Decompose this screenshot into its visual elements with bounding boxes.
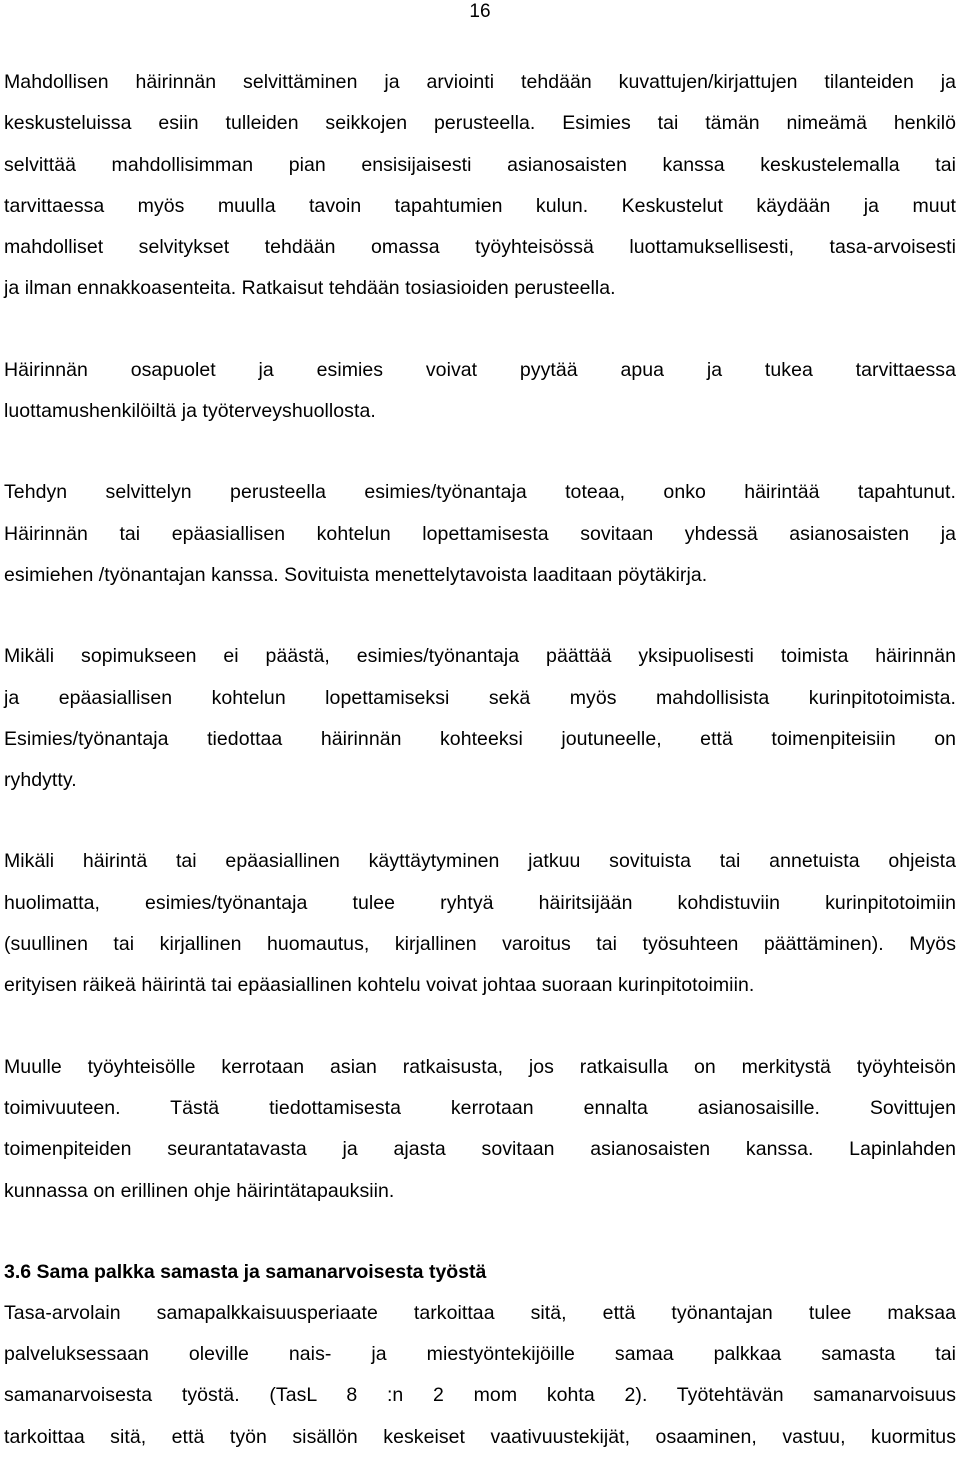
text-line: palveluksessaan oleville nais- ja miestyöntekijöille samaa palkkaa samasta tai (4, 1343, 956, 1366)
text-line: tarvittaessa myös muulla tavoin tapahtumien kulun. Keskustelut käydään ja muut (4, 194, 956, 217)
text-line: Tehdyn selvittelyn perusteella esimies/työnantaja toteaa, onko häirintää tapahtunut. (4, 481, 956, 504)
text-line: toimenpiteiden seurantatavasta ja ajasta sovitaan asianosaisten kanssa. Lapinlahden (4, 1138, 956, 1161)
text-line: luottamushenkilöiltä ja työterveyshuollosta. (4, 400, 376, 423)
text-line: Mikäli sopimukseen ei päästä, esimies/työnantaja päättää yksipuolisesti toimista häirinnän (4, 645, 956, 668)
text-line: ryhdytty. (4, 769, 77, 792)
text-line: kunnassa on erillinen ohje häirintätapauksiin. (4, 1179, 395, 1202)
section-heading: 3.6 Sama palkka samasta ja samanarvoisesta työstä (4, 1260, 487, 1283)
text-line: Häirinnän tai epäasiallisen kohtelun lopettamisesta sovitaan yhdessä asianosaisten ja (4, 522, 956, 545)
paragraph-investigation (4, 62, 956, 310)
text-line: huolimatta, esimies/työnantaja tulee ryhtyä häiritsijään kohdistuviin kurinpitotoimiin (4, 891, 956, 914)
paragraph-equal-pay (4, 1293, 956, 1458)
text-line: Muulle työyhteisölle kerrotaan asian ratkaisusta, jos ratkaisulla on merkitystä työyhteisön (4, 1055, 956, 1078)
text-line: ja epäasiallisen kohtelun lopettamiseksi sekä myös mahdollisista kurinpitotoimista. (4, 686, 956, 709)
paragraph-disciplinary (4, 841, 956, 1006)
text-line: keskusteluissa esiin tulleiden seikkojen perusteella. Esimies tai tämän nimeämä henkilö (4, 112, 956, 135)
paragraph-no-agreement (4, 636, 956, 801)
text-line: Mahdollisen häirinnän selvittäminen ja arviointi tehdään kuvattujen/kirjattujen tilanteiden ja (4, 71, 956, 93)
text-line: toimivuuteen. Tästä tiedottamisesta kerrotaan ennalta asianosaisille. Sovittujen (4, 1096, 956, 1119)
paragraph-communication (4, 1047, 956, 1212)
text-line: esimiehen /työnantajan kanssa. Sovituista menettelytavoista laaditaan pöytäkirja. (4, 563, 708, 586)
text-line: ja ilman ennakkoasenteita. Ratkaisut tehdään tosiasioiden perusteella. (4, 277, 616, 300)
text-line: Esimies/työnantaja tiedottaa häirinnän kohteeksi joutuneelle, että toimenpiteisiin on (4, 727, 956, 750)
text-line: Häirinnän osapuolet ja esimies voivat pyytää apua ja tukea tarvittaessa (4, 358, 956, 381)
text-line: samanarvoisesta työstä. (TasL 8 :n 2 mom kohta 2). Työtehtävän samanarvoisuus (4, 1384, 956, 1407)
text-line: mahdolliset selvitykset tehdään omassa työyhteisössä luottamuksellisesti, tasa-arvoisesti (4, 236, 956, 259)
text-line: Tasa-arvolain samapalkkaisuusperiaate tarkoittaa sitä, että työnantajan tulee maksaa (4, 1301, 956, 1324)
text-line: selvittää mahdollisimman pian ensisijaisesti asianosaisten kanssa keskustelemalla tai (4, 153, 956, 176)
paragraph-conclusion (4, 472, 956, 596)
text-line: tarkoittaa sitä, että työn sisällön keskeiset vaativuustekijät, osaaminen, vastuu, kuormitus (4, 1425, 956, 1448)
text-line: Mikäli häirintä tai epäasiallinen käyttäytyminen jatkuu sovituista tai annetuista ohjeista (4, 850, 956, 873)
text-line: (suullinen tai kirjallinen huomautus, kirjallinen varoitus tai työsuhteen päättäminen). Myös (4, 933, 956, 956)
page-number: 16 (469, 1, 491, 22)
paragraph-support (4, 350, 956, 433)
text-line: erityisen räikeä häirintä tai epäasiallinen kohtelu voivat johtaa suoraan kurinpitotoimiin. (4, 974, 755, 997)
document-body (4, 62, 956, 1458)
